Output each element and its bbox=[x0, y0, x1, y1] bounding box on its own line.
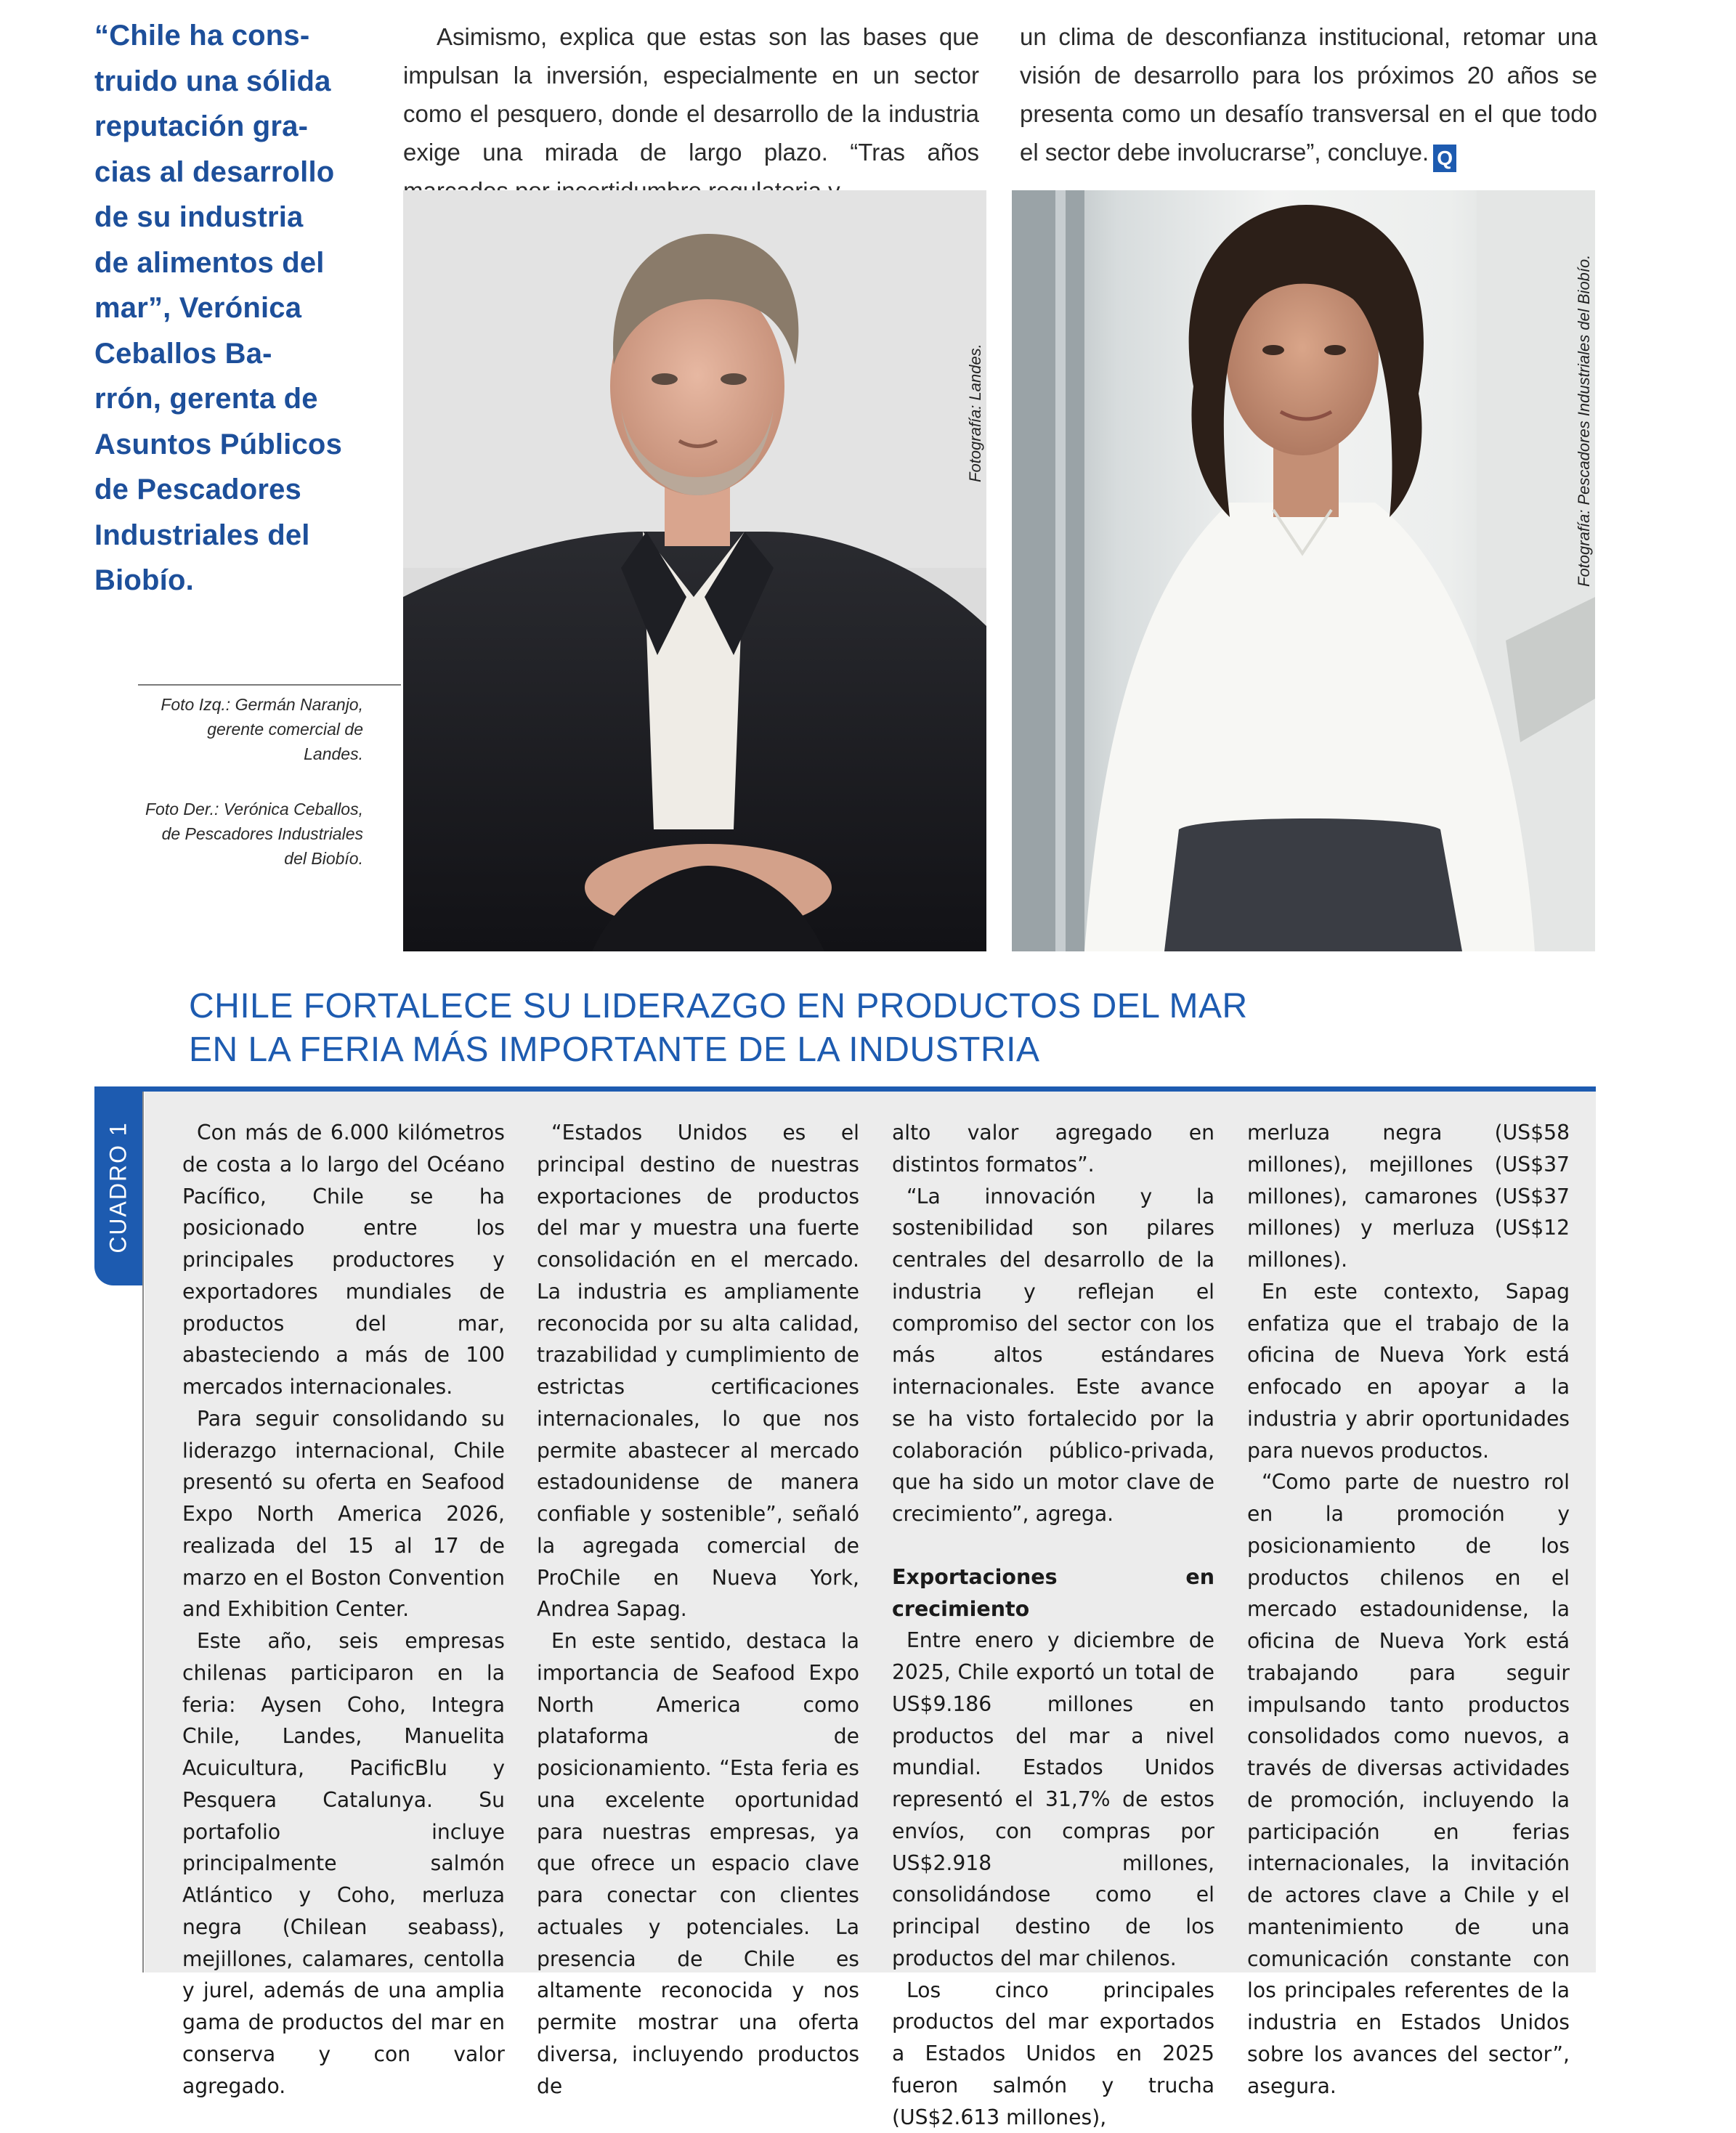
box-column-4 bbox=[1247, 1117, 1570, 2102]
pull-quote-line: truido una sólida bbox=[94, 59, 378, 105]
box-paragraph: merluza negra (US$58 millones), mejillones (US$37 millones), camarones (US$37 millones) y merluza (US$12 millones). bbox=[1247, 1117, 1570, 1276]
pull-quote-line: reputación gra- bbox=[94, 104, 378, 150]
box-column-3 bbox=[892, 1117, 1214, 2133]
box-top-rule bbox=[94, 1086, 1596, 1092]
pull-quote-line: cias al desarrollo bbox=[94, 150, 378, 195]
pull-quote-line: rrón, gerenta de bbox=[94, 376, 378, 422]
box-column-1 bbox=[182, 1117, 505, 2102]
pull-quote-line: Biobío. bbox=[94, 558, 378, 604]
article-text-column-2 bbox=[1020, 17, 1597, 172]
pull-quote-line: Ceballos Ba- bbox=[94, 331, 378, 377]
box-title-line: CHILE FORTALECE SU LIDERAZGO EN PRODUCTOS DEL MAR bbox=[189, 985, 1206, 1028]
photo-caption-right bbox=[109, 797, 363, 871]
pull-quote-line: Industriales del bbox=[94, 513, 378, 558]
box-paragraph: Este año, seis empresas chilenas participaron en la feria: Aysen Coho, Integra Chile, Landes, Manuelita Acuicultura, PacificBlu y Pesquera Catalunya. Su portafolio incluye principalmente salmón Atlántico y Coho, merluza negra (Chilean seabass), mejillones, calamares, centolla y jurel, además de una amplia gama de productos del mar en conserva y con valor agregado. bbox=[182, 1625, 505, 2102]
box-paragraph: “Estados Unidos es el principal destino de nuestras exportaciones de productos del mar y muestra una fuerte consolidación en el mercado. La industria es ampliamente reconocida por su alta calidad, trazabilidad y cumplimiento de estrictas certificaciones internacionales, lo que nos permite abastecer al mercado estadounidense de manera confiable y sostenible”, señaló la agregada comercial de ProChile en Nueva York, Andrea Sapag. bbox=[537, 1117, 859, 1625]
box-paragraph: En este contexto, Sapag enfatiza que el trabajo de la oficina de Nueva York está enfocado en apoyar a la industria y abrir oportunidades para nuevos productos. bbox=[1247, 1276, 1570, 1467]
box-title-line: EN LA FERIA MÁS IMPORTANTE DE LA INDUSTRIA bbox=[189, 1028, 1206, 1072]
caption-line: Foto Izq.: Germán Naranjo, bbox=[109, 692, 363, 717]
box-left-rule bbox=[142, 1089, 144, 1972]
pull-quote-line: de alimentos del bbox=[94, 240, 378, 286]
box-tab-label: CUADRO 1 bbox=[105, 1121, 132, 1253]
caption-line: gerente comercial de bbox=[109, 717, 363, 742]
pull-quote bbox=[94, 13, 378, 604]
pull-quote-line: de su industria bbox=[94, 195, 378, 240]
box-column-2 bbox=[537, 1117, 859, 2102]
portrait-woman-illustration bbox=[1012, 190, 1595, 951]
box-paragraph: “Como parte de nuestro rol en la promoción y posicionamiento de los productos chilenos en el mercado estadounidense, la oficina de Nueva York está trabajando para seguir impulsando tanto productos consolidados como nuevos, a través de diversas actividades de promoción, incluyendo la participación en ferias internacionales, la invitación de actores clave a Chile y el mantenimiento de una comunicación constante con los principales referentes de la industria en Estados Unidos sobre los avances del sector”, asegura. bbox=[1247, 1466, 1570, 2102]
article-paragraph-text: un clima de desconfianza institucional, retomar una visión de desarrollo para los próximos 20 años se presenta como un desafío transversal en el que todo el sector debe involucrarse”, concluye. bbox=[1020, 23, 1597, 166]
photo-credit-right: Fotografía: Pescadores Industriales del Biobío. bbox=[1575, 255, 1594, 587]
photo-caption-left bbox=[109, 692, 363, 766]
pull-quote-line: mar”, Verónica bbox=[94, 285, 378, 331]
caption-divider bbox=[138, 684, 401, 686]
article-paragraph bbox=[1020, 17, 1597, 172]
photo-veronica-ceballos bbox=[1012, 190, 1595, 951]
pull-quote-line: Asuntos Públicos bbox=[94, 422, 378, 468]
pull-quote-line: de Pescadores bbox=[94, 467, 378, 513]
portrait-man-illustration bbox=[403, 190, 986, 951]
article-text-column-1 bbox=[403, 17, 979, 210]
pull-quote-line: “Chile ha cons- bbox=[94, 13, 378, 59]
box-paragraph: En este sentido, destaca la importancia de Seafood Expo North America como plataforma de posicionamiento. “Esta feria es una excelente oportunidad para nuestras empresas, ya que ofrece un espacio clave para conectar con clientes actuales y potenciales. La presencia de Chile es altamente reconocida y nos permite mostrar una oferta diversa, incluyendo productos de bbox=[537, 1625, 859, 2102]
box-paragraph: Los cinco principales productos del mar exportados a Estados Unidos en 2025 fueron salmón y trucha (US$2.613 millones), bbox=[892, 1975, 1214, 2133]
caption-line: Landes. bbox=[109, 742, 363, 766]
photo-credit-left: Fotografía: Landes. bbox=[966, 344, 985, 482]
box-paragraph: Para seguir consolidando su liderazgo internacional, Chile presentó su oferta en Seafood Expo North America 2026, realizada del 15 al 17 de marzo en el Boston Convention and Exhibition Center. bbox=[182, 1403, 505, 1625]
box-paragraph: “La innovación y la sostenibilidad son pilares centrales del desarrollo de la industria y reflejan el compromiso del sector con los más altos estándares internacionales. Este avance se ha visto fortalecido por la colaboración público-privada, que ha sido un motor clave de crecimiento”, agrega. bbox=[892, 1181, 1214, 1530]
caption-line: del Biobío. bbox=[109, 846, 363, 871]
box-paragraph: alto valor agregado en distintos formatos”. bbox=[892, 1117, 1214, 1181]
box-title bbox=[189, 985, 1206, 1072]
box-paragraph: Entre enero y diciembre de 2025, Chile exportó un total de US$9.186 millones en productos del mar a nivel mundial. Estados Unidos representó el 31,7% de estos envíos, con compras por US$2.918 millones, consolidándose como el principal destino de los productos del mar chilenos. bbox=[892, 1625, 1214, 1974]
article-paragraph: Asimismo, explica que estas son las bases que impulsan la inversión, especialmente en un sector como el pesquero, donde el desarrollo de la industria exige una mirada de largo plazo. “Tras años bbox=[403, 17, 979, 210]
caption-line: Foto Der.: Verónica Ceballos, bbox=[109, 797, 363, 821]
box-paragraph: Con más de 6.000 kilómetros de costa a lo largo del Océano Pacífico, Chile se ha posicionado entre los principales productores y exportadores mundiales de productos del mar, abasteciendo a más de 100 mercados internacionales. bbox=[182, 1117, 505, 1403]
photo-german-naranjo bbox=[403, 190, 986, 951]
section-heading: Exportaciones en crecimiento bbox=[892, 1561, 1214, 1625]
caption-line: de Pescadores Industriales bbox=[109, 821, 363, 846]
end-mark-icon: Q bbox=[1433, 145, 1456, 172]
